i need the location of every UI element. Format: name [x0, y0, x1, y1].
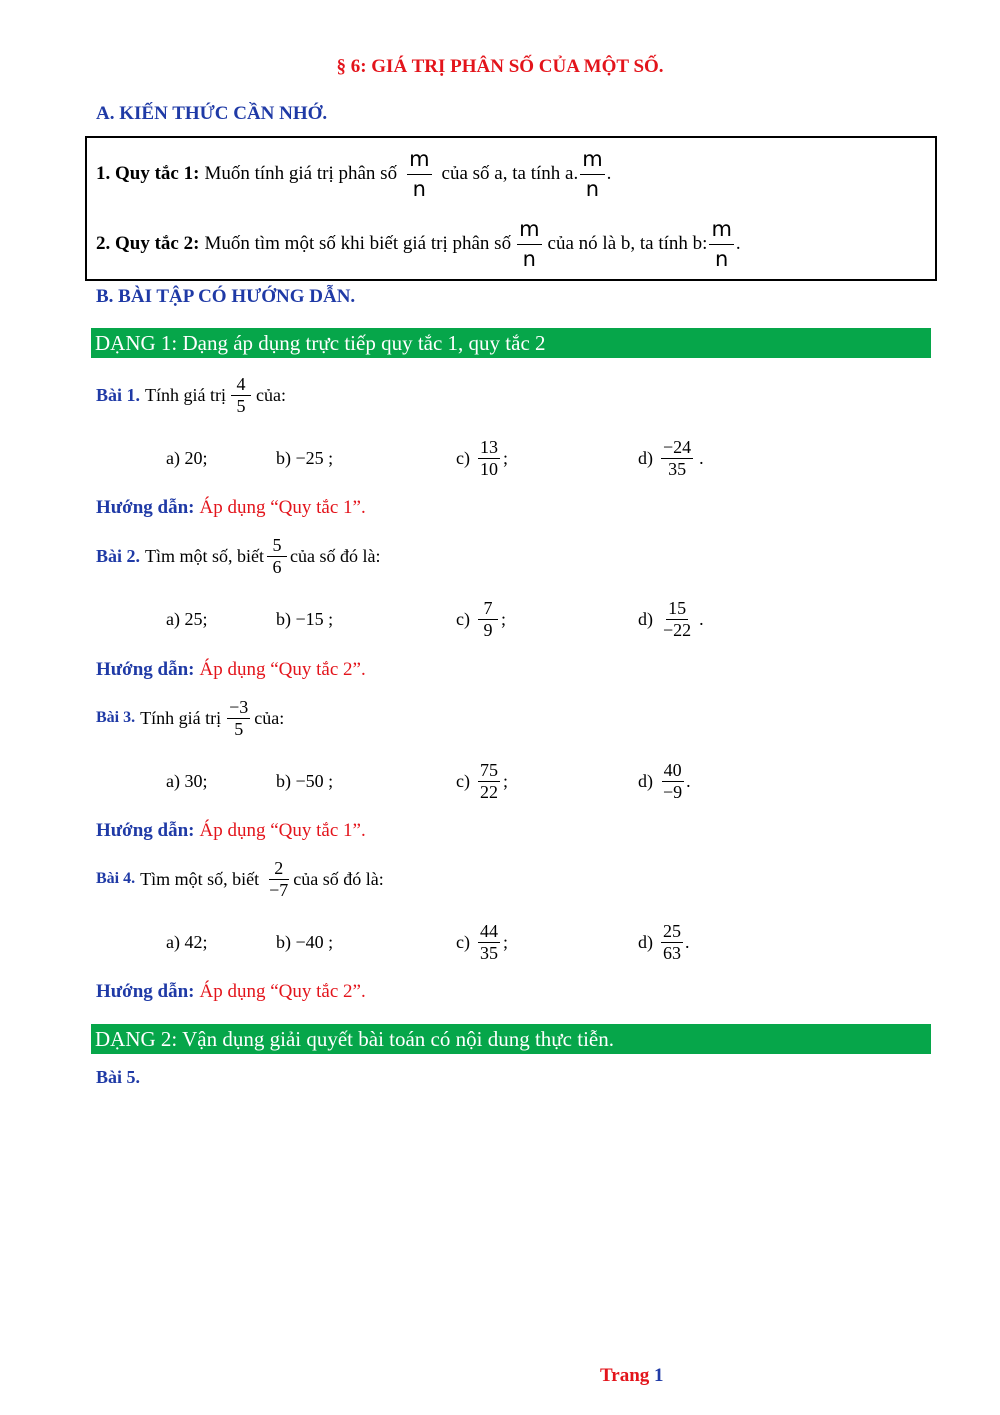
rule-2-label: 2. Quy tắc 2: — [96, 233, 200, 254]
hint-2 — [96, 659, 366, 681]
fraction-denominator: 35 — [668, 458, 687, 479]
exercise-5-label: Bài 5. — [96, 1067, 141, 1087]
answer-c-label: c) — [456, 931, 470, 952]
answer-c-fraction — [478, 761, 500, 802]
hint-3 — [96, 820, 366, 842]
answer-b: b) −15 ; — [276, 608, 334, 629]
answer-d-label: d) — [638, 447, 653, 468]
answer-d-fraction — [661, 438, 693, 479]
fraction-numerator: 44 — [479, 920, 498, 941]
answer-a: a) 42; — [166, 931, 208, 952]
exercise-4 — [96, 856, 384, 902]
fraction-numerator: 7 — [478, 599, 498, 620]
answer-d-fraction — [661, 761, 684, 802]
fraction-denominator: 35 — [479, 942, 498, 963]
answer-d-fraction — [661, 599, 693, 640]
fraction-numerator: m — [709, 218, 733, 244]
fraction-denominator: n — [522, 246, 536, 271]
fraction-numerator: 2 — [269, 859, 289, 880]
fraction-denominator: 6 — [272, 556, 282, 577]
answer-b: b) −25 ; — [276, 447, 334, 468]
exercise-text: Tính giá trị — [140, 707, 222, 728]
answer-a: a) 20; — [166, 447, 208, 468]
rule-1-text: Muốn tính giá trị phân số — [204, 163, 398, 184]
rule-2-fraction-2 — [709, 218, 733, 269]
page-word: Trang — [600, 1365, 650, 1386]
dang-2-banner: DẠNG 2: Vận dụng giải quyết bài toán có nội dung thực tiễn. — [91, 1024, 931, 1054]
fraction-denominator: 9 — [483, 619, 493, 640]
answer-d-end: . — [699, 608, 704, 629]
answer-a: a) 25; — [166, 608, 208, 629]
hint-label: Hướng dẫn: — [96, 820, 195, 841]
rule-2 — [96, 214, 741, 274]
rule-1-label: 1. Quy tắc 1: — [96, 163, 200, 184]
answer-d-fraction — [661, 922, 683, 963]
section-a-heading: A. KIẾN THỨC CẦN NHỚ. — [96, 103, 328, 124]
fraction-numerator: 75 — [479, 759, 498, 780]
fraction-numerator: m — [407, 148, 431, 174]
hint-text: Áp dụng “Quy tắc 2”. — [199, 659, 366, 680]
hint-text: Áp dụng “Quy tắc 1”. — [199, 820, 366, 841]
fraction-numerator: 4 — [231, 375, 251, 396]
answer-c-end: ; — [502, 931, 508, 952]
rule-2-text-2: của nó là b, ta tính b: — [547, 233, 708, 254]
answer-c-fraction — [478, 599, 498, 640]
fraction-denominator: 10 — [479, 458, 498, 479]
page-title: § 6: GIÁ TRỊ PHÂN SỐ CỦA MỘT SỐ. — [336, 56, 664, 77]
dang-1-banner: DẠNG 1: Dạng áp dụng trực tiếp quy tắc 1, quy tắc 2 — [91, 328, 931, 358]
fraction-denominator: n — [412, 176, 426, 201]
exercise-text: Tìm một số, biết — [145, 545, 265, 566]
hint-label: Hướng dẫn: — [96, 497, 195, 518]
exercise-fraction — [267, 859, 290, 900]
answer-c-label: c) — [456, 770, 470, 791]
fraction-denominator: 5 — [236, 395, 246, 416]
fraction-denominator: 63 — [663, 942, 681, 963]
answer-d-end: . — [699, 447, 704, 468]
fraction-denominator: −22 — [663, 619, 692, 640]
exercise-text-2: của: — [256, 384, 286, 405]
rule-1-fraction-2 — [580, 148, 604, 199]
exercise-text: Tìm một số, biết — [140, 868, 260, 889]
fraction-numerator: 40 — [663, 759, 682, 780]
exercise-text-2: của số đó là: — [290, 545, 381, 566]
fraction-numerator: −24 — [663, 436, 692, 457]
fraction-numerator: 25 — [663, 920, 681, 941]
fraction-numerator: −3 — [229, 696, 249, 717]
exercise-fraction — [227, 698, 250, 739]
exercise-text: Tính giá trị — [145, 384, 226, 405]
answer-c-fraction — [478, 922, 500, 963]
rule-1 — [96, 144, 611, 204]
fraction-numerator: 13 — [479, 436, 498, 457]
answer-b: b) −50 ; — [276, 770, 334, 791]
answer-d — [638, 436, 704, 480]
answer-d-label: d) — [638, 608, 653, 629]
hint-text: Áp dụng “Quy tắc 2”. — [199, 981, 366, 1002]
exercise-2 — [96, 533, 381, 579]
rule-1-text-2: của số a, ta tính a. — [441, 163, 579, 184]
fraction-numerator: 15 — [668, 597, 687, 618]
answer-d-end: . — [686, 770, 691, 791]
answer-a: a) 30; — [166, 770, 208, 791]
fraction-denominator: −9 — [663, 781, 683, 802]
answer-c-label: c) — [456, 447, 470, 468]
fraction-numerator: 5 — [267, 536, 287, 557]
fraction-numerator: m — [517, 218, 541, 244]
fraction-denominator: n — [715, 246, 729, 271]
exercise-label: Bài 2. — [96, 545, 141, 566]
rule-1-fraction — [407, 148, 431, 199]
answer-c-fraction — [478, 438, 500, 479]
fraction-denominator: 22 — [479, 781, 498, 802]
exercise-1 — [96, 372, 286, 418]
exercise-3 — [96, 695, 284, 741]
answer-c-end: ; — [500, 608, 506, 629]
rules-box — [85, 136, 937, 281]
page-number: 1 — [654, 1365, 664, 1386]
rule-1-end: . — [606, 163, 612, 184]
hint-label: Hướng dẫn: — [96, 659, 195, 680]
answer-c-end: ; — [502, 447, 508, 468]
answer-c-end: ; — [502, 770, 508, 791]
exercise-text-2: của: — [254, 707, 285, 728]
page-footer — [600, 1365, 664, 1387]
exercise-label: Bài 4. — [96, 870, 136, 887]
exercise-label: Bài 3. — [96, 709, 136, 726]
exercise-fraction — [231, 375, 251, 416]
rule-2-fraction — [517, 218, 541, 269]
answer-c-label: c) — [456, 608, 470, 629]
hint-text: Áp dụng “Quy tắc 1”. — [199, 497, 366, 518]
fraction-numerator: m — [580, 148, 604, 174]
exercise-text-2: của số đó là: — [293, 868, 384, 889]
answer-d-label: d) — [638, 770, 653, 791]
hint-label: Hướng dẫn: — [96, 981, 195, 1002]
fraction-denominator: −7 — [269, 879, 289, 900]
answer-c — [456, 436, 508, 480]
answer-d — [638, 759, 691, 803]
fraction-denominator: n — [585, 176, 600, 201]
answer-b: b) −40 ; — [276, 931, 334, 952]
answer-c — [456, 597, 506, 641]
hint-1 — [96, 497, 366, 519]
rule-2-end: . — [735, 233, 741, 254]
answer-d — [638, 920, 690, 964]
answer-c — [456, 920, 508, 964]
exercise-label: Bài 1. — [96, 384, 141, 405]
answer-d — [638, 597, 704, 641]
exercise-fraction — [267, 536, 287, 577]
rule-2-text: Muốn tìm một số khi biết giá trị phân số — [204, 233, 512, 254]
answer-d-label: d) — [638, 931, 653, 952]
answer-c — [456, 759, 508, 803]
section-b-heading: B. BÀI TẬP CÓ HƯỚNG DẪN. — [96, 286, 356, 307]
hint-4 — [96, 981, 366, 1003]
answer-d-end: . — [685, 931, 690, 952]
fraction-denominator: 5 — [234, 718, 244, 739]
